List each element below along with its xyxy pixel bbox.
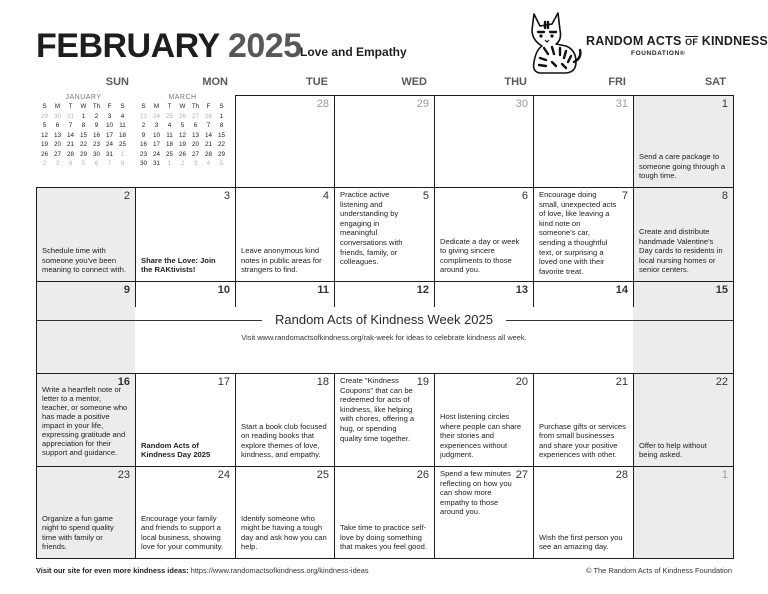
day-cell [533, 466, 633, 558]
mini-day: 22 [79, 141, 87, 149]
mini-day: 11 [119, 122, 126, 130]
day-number: 23 [117, 469, 130, 481]
mini-day: 26 [178, 112, 186, 120]
mini-day: 5 [180, 122, 185, 130]
mini-day: 5 [42, 122, 47, 130]
grid-line [235, 95, 236, 187]
day-number: 6 [521, 190, 528, 202]
mini-day: 24 [105, 141, 113, 149]
grid-line [633, 466, 634, 558]
weekday-sat: SAT [704, 76, 726, 88]
mini-day: 13 [53, 131, 61, 139]
day-cell [235, 187, 334, 281]
mini-weekday: F [107, 103, 112, 111]
day-number: 11 [317, 284, 329, 296]
grid-line [633, 187, 634, 281]
kindness-idea: Share the Love: Join the RAKtivists! [141, 255, 216, 275]
mini-day: 8 [219, 122, 224, 130]
mini-weekday: S [42, 103, 47, 111]
mini-weekday: F [206, 103, 211, 111]
mini-day: 31 [105, 150, 113, 158]
day-number: 1 [721, 98, 728, 110]
mini-day: 3 [55, 160, 60, 168]
day-cell [235, 281, 334, 373]
day-cell [135, 187, 235, 281]
mini-day: 26 [40, 150, 48, 158]
day-cell [434, 281, 533, 373]
weekday-mon: MON [202, 76, 228, 88]
grid-line [533, 187, 534, 281]
day-number: 12 [416, 284, 429, 296]
day-number: 24 [217, 469, 230, 481]
kindness-idea: Purchase gifts or services from small businesses and share your positive experiences with other. [539, 421, 626, 460]
day-number: 5 [422, 190, 429, 202]
kindness-idea: Encourage your family and friends to support a local business, showing love for your community. [141, 513, 224, 552]
day-cell [135, 373, 235, 466]
day-cell [135, 466, 235, 558]
day-cell [434, 466, 533, 558]
mini-day: 9 [94, 122, 99, 130]
year: 2025 [227, 27, 302, 65]
mini-day: 1 [167, 160, 172, 168]
kindness-idea: Wish the first person you see an amazing day. [539, 532, 623, 552]
mini-day: 12 [178, 131, 186, 139]
mini-day: 2 [94, 112, 99, 120]
mini-day: 6 [94, 160, 99, 168]
grid-line [235, 187, 236, 281]
kindness-idea: Take time to practice self-love by doing something that makes you feel good. [340, 523, 427, 552]
day-number: 25 [316, 469, 329, 481]
mini-day: 3 [154, 122, 159, 130]
mini-calendar-january [38, 94, 129, 169]
mini-day: 27 [191, 150, 199, 158]
mini-weekday: S [141, 103, 146, 111]
mini-day: 19 [178, 141, 186, 149]
day-cell [334, 466, 434, 558]
mini-day: 25 [165, 112, 173, 120]
mini-day: 29 [217, 150, 225, 158]
mini-day: 25 [118, 141, 126, 149]
day-number: 3 [223, 190, 230, 202]
day-number: 28 [615, 469, 628, 481]
grid-line [434, 466, 435, 558]
mini-day: 2 [42, 160, 47, 168]
mini-weekday: W [179, 103, 186, 111]
grid-line [36, 466, 37, 558]
kindness-idea: Offer to help without being asked. [639, 440, 707, 460]
mini-day: 13 [191, 131, 199, 139]
mini-day: 11 [166, 131, 173, 139]
kindness-idea: Host listening circles where people can share their stories and experiences without judgment. [440, 412, 522, 460]
striped-cat-icon [526, 10, 582, 76]
mini-day: 14 [204, 131, 212, 139]
grid-line [533, 373, 534, 466]
mini-day: 4 [68, 160, 73, 168]
grid-line [135, 187, 136, 281]
kindness-idea: Random Acts of Kindness Day 2025 [141, 440, 211, 460]
mini-day: 30 [139, 160, 147, 168]
mini-day: 31 [152, 160, 160, 168]
mini-day: 18 [118, 131, 126, 139]
grid-line [633, 281, 634, 307]
day-cell [36, 373, 135, 466]
grid-line [733, 187, 734, 281]
mini-day: 20 [191, 141, 199, 149]
day-number: 15 [715, 284, 728, 296]
mini-day: 8 [120, 160, 125, 168]
mini-day: 12 [40, 131, 48, 139]
grid-line [334, 373, 335, 466]
kindness-idea: Schedule time with someone you've been meaning to connect with. [42, 246, 127, 275]
day-number: 31 [615, 98, 628, 110]
day-number: 29 [416, 98, 429, 110]
day-cell [36, 281, 135, 373]
mini-weekday: Th [92, 103, 101, 111]
day-number: 7 [621, 190, 628, 202]
day-cell [235, 95, 334, 187]
mini-day: 1 [81, 112, 86, 120]
grid-line [733, 466, 734, 558]
weekday-wed: WED [401, 76, 427, 88]
day-cell [533, 373, 633, 466]
day-cell [633, 95, 733, 187]
mini-day: 25 [165, 150, 173, 158]
mini-day: 15 [217, 131, 225, 139]
mini-day: 4 [120, 112, 125, 120]
kindness-idea: Leave anonymous kind notes in public areas for strangers to find. [241, 246, 322, 275]
day-number: 9 [123, 284, 130, 296]
grid-line [434, 281, 435, 307]
grid-line [36, 187, 734, 188]
day-number: 26 [416, 469, 429, 481]
mini-day: 26 [178, 150, 186, 158]
mini-day: 14 [66, 131, 74, 139]
mini-day: 4 [167, 122, 172, 130]
day-number: 8 [721, 190, 728, 202]
grid-line [733, 281, 734, 373]
mini-day: 3 [107, 112, 112, 120]
day-number: 30 [515, 98, 528, 110]
grid-line [533, 95, 534, 187]
grid-line [235, 281, 236, 307]
grid-line [36, 281, 734, 282]
day-cell [434, 95, 533, 187]
grid-line [334, 466, 335, 558]
page-title [36, 26, 302, 66]
day-cell [334, 373, 434, 466]
grid-line [135, 281, 136, 307]
day-number: 16 [117, 376, 130, 388]
grid-line [633, 95, 634, 187]
day-number: 2 [123, 190, 130, 202]
mini-day: 23 [139, 112, 147, 120]
weekday-fri: FRI [608, 76, 626, 88]
day-cell [36, 466, 135, 558]
grid-line [434, 187, 435, 281]
grid-line [533, 466, 534, 558]
mini-day: 30 [92, 150, 100, 158]
day-cell [434, 373, 533, 466]
mini-day: 23 [92, 141, 100, 149]
grid-line [135, 373, 136, 466]
mini-day: 7 [68, 122, 73, 130]
mini-day: 16 [139, 141, 147, 149]
grid-line [36, 187, 37, 281]
mini-day: 19 [40, 141, 48, 149]
mini-weekday: S [219, 103, 224, 111]
day-cell [334, 95, 434, 187]
day-cell [533, 187, 633, 281]
mini-day: 5 [219, 160, 224, 168]
grid-line [334, 281, 335, 307]
day-cell [434, 187, 533, 281]
mini-day: 28 [204, 112, 212, 120]
mini-day: 5 [81, 160, 86, 168]
day-number: 28 [316, 98, 329, 110]
monthly-theme: Love and Empathy [300, 45, 407, 59]
day-cell [334, 187, 434, 281]
footer-copyright: © The Random Acts of Kindness Foundation [586, 566, 732, 575]
mini-calendar-march [137, 94, 228, 169]
mini-day: 27 [191, 112, 199, 120]
mini-day: 4 [206, 160, 211, 168]
mini-day: 15 [79, 131, 87, 139]
mini-day: 2 [141, 122, 146, 130]
grid-line [235, 373, 236, 466]
mini-day: 6 [55, 122, 60, 130]
mini-day: 1 [120, 150, 125, 158]
mini-day: 30 [53, 112, 61, 120]
mini-day: 9 [141, 131, 146, 139]
kindness-idea: Write a heartfelt note or letter to a mentor, teacher, or someone who has made a positive impact in your life, expressing gratitude and appreciation for their support and guidance. [42, 385, 128, 457]
day-number: 13 [515, 284, 528, 296]
kindness-idea: Create "Kindness Coupons" that can be redeemed for acts of kindness, like helping with chores, offering a hug, or spending quality time together. [340, 376, 415, 443]
foundation-logo-subtitle: FOUNDATION® [631, 50, 686, 57]
kindness-idea: Spend a few minutes reflecting on how you can show more empathy to those around you. [440, 469, 512, 517]
grid-line [36, 373, 37, 466]
weekday-thu: THU [504, 76, 527, 88]
mini-calendar-title: MARCH [168, 94, 197, 101]
mini-day: 1 [219, 112, 224, 120]
kindness-idea: Encourage doing small, unexpected acts of love, like leaving a kind note on someone's car, sending a thoughtful text, or surprising a loved one with their favorite treat. [539, 190, 617, 276]
kindness-idea: Dedicate a day or week to giving sincere compliments to those around you. [440, 236, 520, 275]
kindness-idea: Practice active listening and understanding by engaging in meaningful conversations with friends, family, or colleagues. [340, 190, 403, 267]
mini-day: 7 [206, 122, 211, 130]
mini-day: 21 [204, 141, 212, 149]
grid-line [434, 373, 435, 466]
mini-weekday: T [167, 103, 172, 111]
mini-day: 27 [53, 150, 61, 158]
day-cell [235, 466, 334, 558]
footer-link[interactable]: Visit our site for even more kindness ideas: https://www.randomactsofkindness.org/kindness-ideas [36, 566, 369, 575]
grid-line [633, 373, 634, 466]
day-cell [334, 281, 434, 373]
mini-day: 3 [193, 160, 198, 168]
grid-line [533, 281, 534, 307]
weekday-sun: SUN [105, 76, 129, 88]
kindness-idea: Create and distribute handmade Valentine's Day cards to residents in local nursing homes or senior centers. [639, 227, 723, 275]
mini-day: 23 [139, 150, 147, 158]
grid-line [733, 373, 734, 466]
grid-line [36, 281, 37, 373]
mini-calendar-title: JANUARY [65, 94, 102, 101]
day-number: 27 [515, 469, 528, 481]
mini-day: 7 [107, 160, 112, 168]
month-name: FEBRUARY [36, 27, 220, 65]
kindness-idea: Organize a fun game night to spend quality time with family or friends. [42, 513, 114, 552]
mini-day: 22 [217, 141, 225, 149]
mini-day: 10 [105, 122, 113, 130]
mini-day: 18 [165, 141, 173, 149]
kindness-idea: Identify someone who might be having a tough day and ask how you can help. [241, 513, 327, 552]
day-number: 10 [217, 284, 230, 296]
day-number: 14 [615, 284, 628, 296]
grid-line [36, 558, 734, 559]
mini-day: 24 [152, 112, 160, 120]
day-cell [135, 281, 235, 373]
mini-day: 29 [79, 150, 87, 158]
day-number: 21 [615, 376, 628, 388]
mini-weekday: S [120, 103, 125, 111]
grid-line [334, 95, 335, 187]
day-number: 4 [322, 190, 329, 202]
mini-weekday: M [54, 103, 61, 111]
mini-day: 21 [66, 141, 74, 149]
kindness-idea: Start a book club focused on reading books that explore themes of love, kindness, and empathy. [241, 421, 327, 460]
day-cell [533, 95, 633, 187]
grid-line [235, 95, 734, 96]
day-cell [533, 281, 633, 373]
day-cell [633, 373, 733, 466]
day-number: 19 [416, 376, 429, 388]
foundation-logo-text: RANDOM ACTS $\overline{OF}$ KINDNESS [586, 34, 768, 48]
grid-line [36, 373, 734, 374]
mini-day: 2 [180, 160, 185, 168]
kindness-idea: Send a care package to someone going through a tough time. [639, 152, 726, 181]
mini-weekday: Th [191, 103, 200, 111]
day-cell [235, 373, 334, 466]
mini-day: 8 [81, 122, 86, 130]
rak-week-subtitle: Visit www.randomactsofkindness.org/rak-week for ideas to celebrate kindness all week. [241, 333, 527, 342]
mini-day: 28 [66, 150, 74, 158]
weekday-tue: TUE [306, 76, 328, 88]
day-cell [633, 281, 733, 373]
grid-line [733, 95, 734, 187]
day-cell [633, 466, 733, 558]
day-number: 22 [715, 376, 728, 388]
mini-day: 28 [204, 150, 212, 158]
day-number: 1 [721, 469, 728, 481]
grid-line [36, 466, 734, 467]
day-cell [36, 187, 135, 281]
mini-weekday: T [68, 103, 73, 111]
mini-day: 20 [53, 141, 61, 149]
mini-day: 17 [152, 141, 160, 149]
day-number: 20 [515, 376, 528, 388]
day-number: 17 [217, 376, 230, 388]
mini-day: 17 [105, 131, 113, 139]
mini-day: 10 [152, 131, 160, 139]
day-cell [633, 187, 733, 281]
grid-line [235, 466, 236, 558]
mini-weekday: M [153, 103, 160, 111]
day-number: 18 [316, 376, 329, 388]
grid-line [135, 466, 136, 558]
rak-week-title: Random Acts of Kindness Week 2025 [0, 312, 768, 327]
mini-day: 24 [152, 150, 160, 158]
mini-day: 6 [193, 122, 198, 130]
grid-line [334, 187, 335, 281]
mini-day: 29 [40, 112, 48, 120]
mini-day: 31 [66, 112, 74, 120]
mini-weekday: W [80, 103, 87, 111]
mini-day: 16 [92, 131, 100, 139]
grid-line [434, 95, 435, 187]
